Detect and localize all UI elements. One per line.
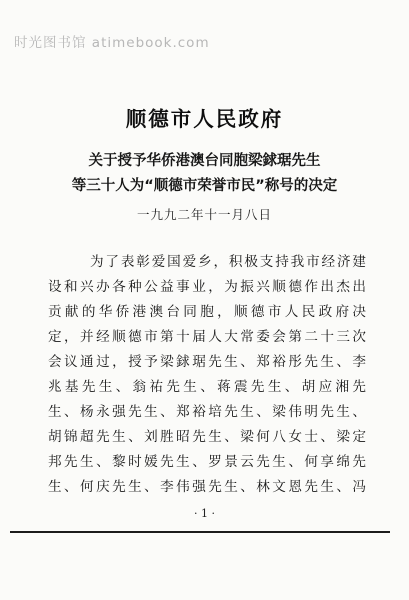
body-text-line: 兆基先生、翁祐先生、蒋震先生、胡应湘先: [48, 379, 366, 395]
document-title: 顺德市人民政府: [125, 107, 284, 131]
page-bottom-rule: [10, 531, 390, 533]
page-number: · 1 ·: [194, 507, 215, 520]
body-text-line: 设和兴办各种公益事业，为振兴顺德作出杰出: [48, 279, 366, 295]
body-text-line: 为了表彰爱国爱乡，积极支持我市经济建: [90, 254, 366, 270]
body-text-line: 胡锦超先生、刘胜昭先生、梁何八女士、梁定: [48, 429, 366, 445]
document-date: 一九九二年十一月八日: [136, 207, 272, 222]
body-text-line: 生、杨永强先生、郑裕培先生、梁伟明先生、: [48, 404, 366, 420]
body-text-line: 生、何庆先生、李伟强先生、林文恩先生、冯: [48, 479, 366, 495]
document-subtitle-line-1: 关于授予华侨港澳台同胞梁銶琚先生: [88, 153, 321, 169]
body-text-line: 邦先生、黎时媛先生、罗景云先生、何享绵先: [48, 454, 366, 470]
watermark: 时光图书馆 atimebook.com: [14, 35, 210, 51]
body-text-line: 会议通过，授予梁銶琚先生、郑裕彤先生、李: [48, 354, 366, 370]
document-subtitle-line-2: 等三十人为“顺德市荣誉市民”称号的决定: [71, 178, 338, 194]
body-text-line: 贡献的华侨港澳台同胞，顺德市人民政府决: [48, 304, 366, 320]
body-text-line: 定，并经顺德市第十届人大常委会第二十三次: [48, 329, 366, 345]
